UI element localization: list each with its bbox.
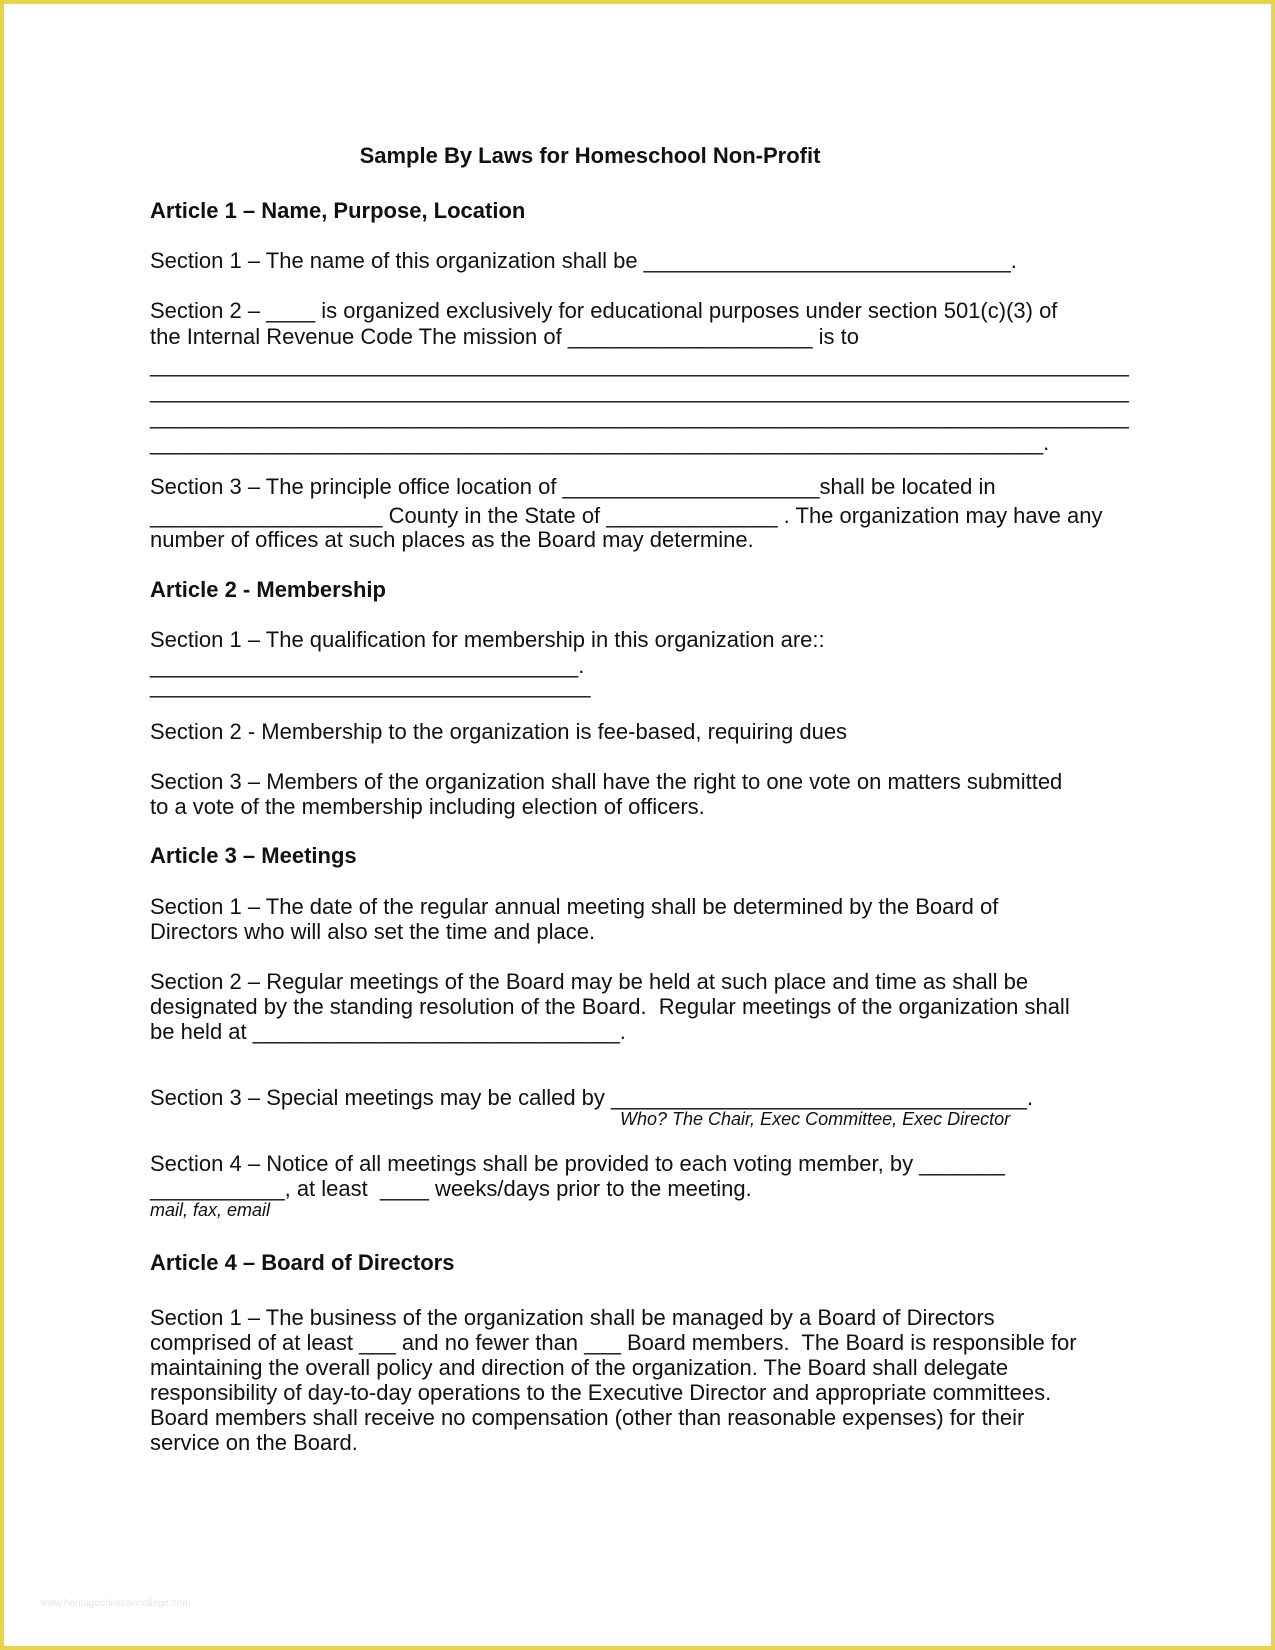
article-1-section-2-line-1: Section 2 – ____ is organized exclusively for educational purposes under section 501(c)(3) of: [150, 298, 1058, 323]
mission-blank-line: ________________________________________________________________________________: [150, 404, 1129, 429]
article-2-section-2: Section 2 - Membership to the organization is fee-based, requiring dues: [150, 719, 848, 744]
qualification-blank-2: ____________________________________: [150, 673, 591, 698]
article-1-heading: Article 1 – Name, Purpose, Location: [150, 198, 526, 223]
mission-blank-line: ________________________________________________________________________________: [150, 352, 1129, 377]
article-3-section-2-line-3: be held at ______________________________.: [150, 1019, 626, 1044]
article-3-section-4-line-1: Section 4 – Notice of all meetings shall be provided to each voting member, by _______: [150, 1151, 1005, 1176]
article-3-section-4-line-2: ___________, at least ____ weeks/days prior to the meeting.: [150, 1176, 752, 1201]
article-1-section-3-line-3: number of offices at such places as the Board may determine.: [150, 527, 754, 552]
mission-blank-line-end: _________________________________________________________________________.: [150, 430, 1050, 455]
article-4-section-1-line-2: comprised of at least ___ and no fewer than ___ Board members. The Board is responsible for: [150, 1330, 1077, 1355]
mission-blank-line: ________________________________________________________________________________: [150, 378, 1129, 403]
qualification-blank-1: ___________________________________.: [150, 653, 585, 678]
article-3-section-1-line-1: Section 1 – The date of the regular annual meeting shall be determined by the Board of: [150, 894, 999, 919]
article-3-section-1-line-2: Directors who will also set the time and place.: [150, 919, 596, 944]
article-4-section-1-line-6: service on the Board.: [150, 1430, 358, 1455]
article-1-section-3-line-2: ___________________ County in the State of ______________ . The organization may have any: [150, 503, 1103, 528]
article-2-heading: Article 2 - Membership: [150, 577, 386, 602]
article-1-section-3-line-1: Section 3 – The principle office location of _____________________shall be located in: [150, 474, 996, 499]
article-4-section-1-line-1: Section 1 – The business of the organization shall be managed by a Board of Directors: [150, 1305, 995, 1330]
article-3-section-2-line-2: designated by the standing resolution of the Board. Regular meetings of the organization shall: [150, 994, 1070, 1019]
article-4-section-1-line-3: maintaining the overall policy and direction of the organization. The Board shall delegate: [150, 1355, 1009, 1380]
article-4-section-1-line-5: Board members shall receive no compensation (other than reasonable expenses) for their: [150, 1405, 1025, 1430]
article-3-section-2-line-1: Section 2 – Regular meetings of the Board may be held at such place and time as shall be: [150, 969, 1029, 994]
notice-method-hint: mail, fax, email: [150, 1200, 271, 1220]
article-4-heading: Article 4 – Board of Directors: [150, 1250, 455, 1275]
article-2-section-3-line-2: to a vote of the membership including election of officers.: [150, 794, 705, 819]
article-2-section-1: Section 1 – The qualification for membership in this organization are::: [150, 627, 825, 652]
watermark-text: www.heritagechristiancollege.com: [40, 1598, 191, 1609]
article-4-section-1-line-4: responsibility of day-to-day operations to the Executive Director and appropriate committees.: [150, 1380, 1052, 1405]
article-3-heading: Article 3 – Meetings: [150, 843, 357, 868]
article-2-section-3-line-1: Section 3 – Members of the organization shall have the right to one vote on matters submitted: [150, 769, 1063, 794]
article-3-section-3: Section 3 – Special meetings may be called by __________________________________.: [150, 1085, 1034, 1110]
article-1-section-2-line-2: the Internal Revenue Code The mission of ____________________ is to: [150, 324, 860, 349]
document-title: Sample By Laws for Homeschool Non-Profit: [359, 143, 821, 168]
special-meetings-hint: Who? The Chair, Exec Committee, Exec Director: [620, 1109, 1011, 1129]
article-1-section-1: Section 1 – The name of this organization shall be ______________________________.: [150, 248, 1017, 273]
